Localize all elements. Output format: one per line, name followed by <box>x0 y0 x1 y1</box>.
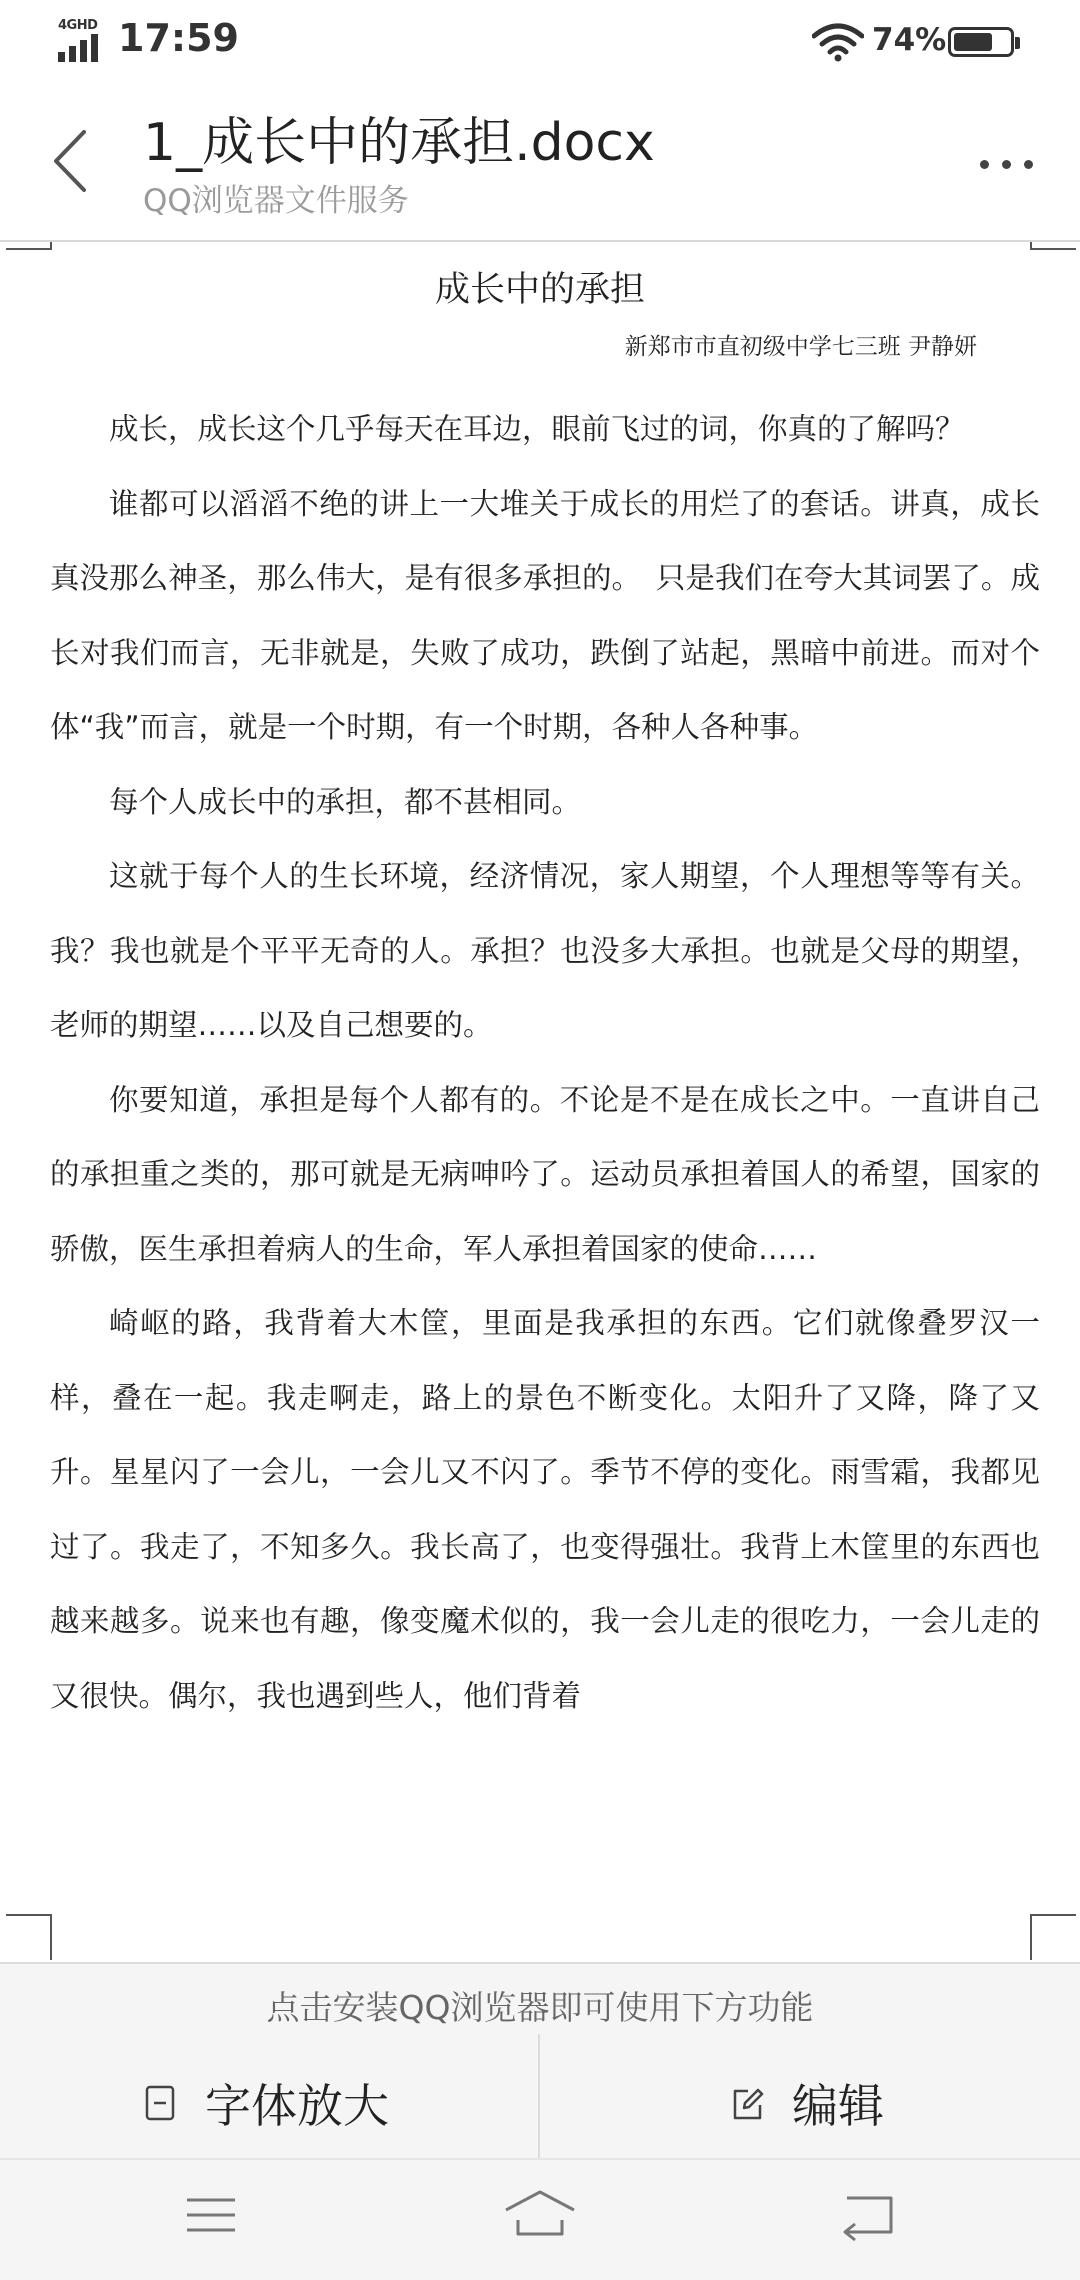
crop-mark-bottom-right <box>1030 1914 1076 1960</box>
navigation-bar <box>0 2160 1080 2280</box>
paragraph: 你要知道，承担是每个人都有的。不论是不是在成长之中。一直讲自己的承担重之类的，那可就是无病呻吟了。运动员承担着国人的希望，国家的骄傲，医生承担着病人的生命，军人承担着国家的使命…… <box>50 1082 1040 1266</box>
paragraph: 这就于每个人的生长环境，经济情况，家人期望，个人理想等等有关。我？我也就是个平平无奇的人。承担？也没多大承担。也就是父母的期望，老师的期望……以及自己想要的。 <box>50 859 1040 1042</box>
essay-author: 新郑市市直初级中学七三班 尹静妍 <box>624 334 977 360</box>
crop-mark-top-left <box>6 242 52 250</box>
page-title: 1_成长中的承担.docx <box>143 113 655 173</box>
essay-body <box>50 392 1040 1733</box>
paragraph: 每个人成长中的承担，都不甚相同。 <box>109 784 582 819</box>
paragraph: 谁都可以滔滔不绝的讲上一大堆关于成长的用烂了的套话。讲真，成长真没那么神圣，那么伟大，是有很多承担的。 只是我们在夸大其词罢了。成长对我们而言，无非就是，失败了成功，跌倒了站起，黑暗中前进。而对个体“我”而言，就是一个时期，有一个时期，各种人各种事。 <box>50 486 1040 744</box>
network-type: 4GHD <box>58 18 98 33</box>
battery-icon <box>948 27 1014 57</box>
battery-percent: 74% <box>872 22 947 58</box>
font-enlarge-button[interactable] <box>0 2034 538 2158</box>
crop-mark-bottom-left <box>6 1914 52 1960</box>
edit-button[interactable] <box>540 2034 1080 2158</box>
battery-fill <box>954 33 992 51</box>
title-bar <box>0 80 1080 240</box>
more-dots-icon[interactable] <box>972 150 1042 180</box>
page-subtitle: QQ浏览器文件服务 <box>143 183 409 219</box>
crop-mark-top-right <box>1030 242 1076 250</box>
document-page <box>0 242 1080 1962</box>
back-arrow-icon[interactable] <box>40 118 100 204</box>
paragraph: 成长，成长这个几乎每天在耳边，眼前飞过的词，你真的了解吗？ <box>109 412 965 446</box>
install-promo-text[interactable]: 点击安装QQ浏览器即可使用下方功能 <box>266 1988 814 2027</box>
nav-back-icon[interactable] <box>829 2182 909 2248</box>
clock: 17:59 <box>118 16 239 60</box>
wifi-icon <box>812 22 864 62</box>
signal-icon <box>58 18 104 64</box>
edit-label: 编辑 <box>792 2079 884 2133</box>
paragraph: 崎岖的路，我背着大木筐，里面是我承担的东西。它们就像叠罗汉一样，叠在一起。我走啊走，路上的景色不断变化。太阳升了又降，降了又升。星星闪了一会儿，一会儿又不闪了。季节不停的变化。雨雪霜，我都见过了。我走了，不知多久。我长高了，也变得强壮。我背上木筐里的东西也越来越多。说来也有趣，像变魔术似的，我一会儿走的很吃力，一会儿走的又很快。偶尔，我也遇到些人，他们背着 <box>50 1306 1040 1713</box>
edit-icon <box>730 2084 764 2122</box>
font-size-icon <box>143 2084 177 2122</box>
home-icon[interactable] <box>500 2182 580 2248</box>
font-enlarge-label: 字体放大 <box>205 2079 389 2133</box>
status-bar <box>0 0 1080 80</box>
essay-title: 成长中的承担 <box>434 270 645 310</box>
menu-icon[interactable] <box>171 2182 251 2248</box>
